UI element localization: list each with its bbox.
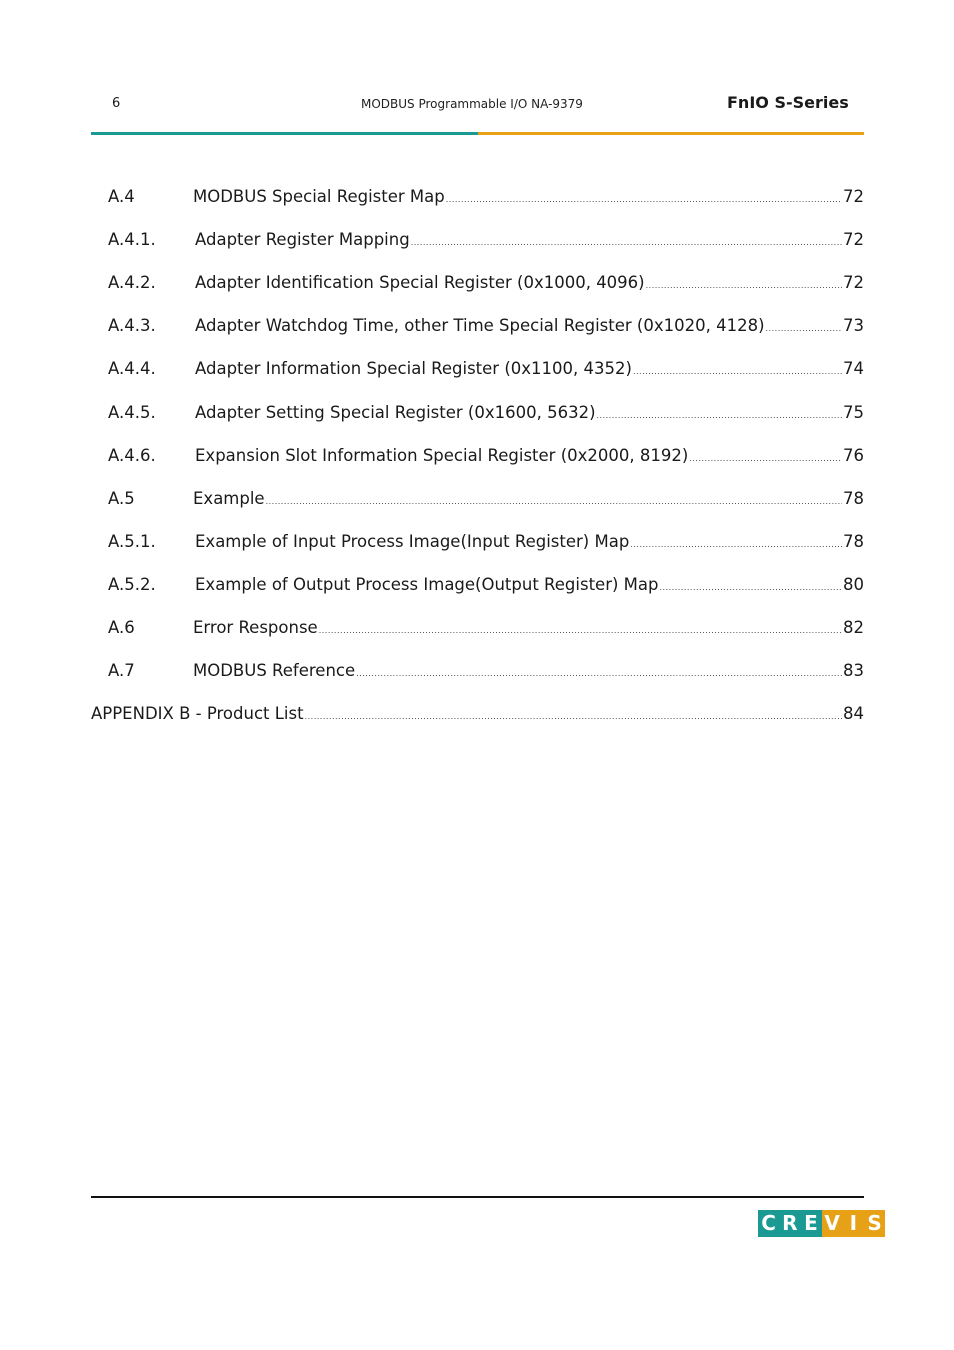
header-rule-teal <box>91 132 478 135</box>
toc-dot-leader <box>356 663 842 685</box>
toc-dot-leader <box>646 275 842 297</box>
page-header <box>0 0 954 140</box>
toc-entry-page: 72 <box>843 273 864 292</box>
logo-letter: R <box>779 1210 800 1237</box>
toc-entry-page: 73 <box>843 316 864 335</box>
toc-entry-number: A.4.6. <box>108 446 156 465</box>
toc-entry-page: 83 <box>843 661 864 680</box>
toc-entry-title: Adapter Information Special Register (0x1100, 4352) <box>195 359 632 378</box>
toc-entry-title: MODBUS Special Register Map <box>193 187 445 206</box>
toc-entry-number: A.5.2. <box>108 575 156 594</box>
toc-entry-title: Adapter Identification Special Register (0x1000, 4096) <box>195 273 645 292</box>
header-rule-orange <box>478 132 864 135</box>
document-title: MODBUS Programmable I/O NA-9379 <box>361 97 583 111</box>
toc-dot-leader <box>305 706 842 728</box>
toc-dot-leader <box>597 405 842 427</box>
toc-entry-title: MODBUS Reference <box>193 661 356 680</box>
toc-dot-leader <box>266 491 842 513</box>
toc-entry[interactable] <box>108 660 864 685</box>
toc-entry-page: 82 <box>843 618 864 637</box>
toc-entry[interactable] <box>91 703 864 728</box>
toc-entry[interactable] <box>108 272 864 297</box>
toc-entry-title: Error Response <box>193 618 318 637</box>
toc-dot-leader <box>319 620 842 642</box>
toc-dot-leader <box>630 534 842 556</box>
toc-entry-number: A.4.1. <box>108 230 156 249</box>
toc-entry[interactable] <box>108 574 864 599</box>
toc-entry-title: Expansion Slot Information Special Register (0x2000, 8192) <box>195 446 689 465</box>
toc-entry[interactable] <box>108 488 864 513</box>
toc-entry-number: A.4.3. <box>108 316 156 335</box>
toc-entry-page: 75 <box>843 403 864 422</box>
toc-entry-number: A.4.5. <box>108 403 156 422</box>
toc-entry[interactable] <box>108 358 864 383</box>
toc-entry-page: 72 <box>843 230 864 249</box>
toc-entry[interactable] <box>108 617 864 642</box>
toc-entry-number: A.7 <box>108 661 135 680</box>
toc-entry[interactable] <box>108 315 864 340</box>
footer-rule <box>91 1196 864 1198</box>
toc-entry-page: 74 <box>843 359 864 378</box>
toc-entry-title: Example of Input Process Image(Input Register) Map <box>195 532 630 551</box>
toc-entry[interactable] <box>108 445 864 470</box>
toc-entry[interactable] <box>108 186 864 211</box>
toc-dot-leader <box>659 577 842 599</box>
toc-entry-title: Example <box>193 489 265 508</box>
series-name: FnIO S-Series <box>727 93 849 112</box>
toc-entry-number: A.4 <box>108 187 135 206</box>
toc-entry-page: 78 <box>843 532 864 551</box>
toc-entry-title: Adapter Setting Special Register (0x1600, 5632) <box>195 403 596 422</box>
toc-entry-page: 76 <box>843 446 864 465</box>
logo-letter: E <box>800 1210 821 1237</box>
toc-entry-title: APPENDIX B - Product List <box>91 704 304 723</box>
toc-entry[interactable] <box>108 402 864 427</box>
toc-dot-leader <box>411 232 842 254</box>
toc-dot-leader <box>766 318 842 340</box>
toc-entry-number: A.4.4. <box>108 359 156 378</box>
toc-entry-number: A.6 <box>108 618 135 637</box>
toc-entry-number: A.5 <box>108 489 135 508</box>
toc-entry-number: A.4.2. <box>108 273 156 292</box>
toc-dot-leader <box>446 189 842 211</box>
toc-entry-title: Adapter Watchdog Time, other Time Special Register (0x1020, 4128) <box>195 316 765 335</box>
toc-entry-title: Adapter Register Mapping <box>195 230 410 249</box>
toc-dot-leader <box>633 361 842 383</box>
toc-entry-page: 78 <box>843 489 864 508</box>
toc-dot-leader <box>689 448 842 470</box>
toc-entry[interactable] <box>108 229 864 254</box>
toc-entry-page: 84 <box>843 704 864 723</box>
page-number: 6 <box>112 96 121 111</box>
logo-letter: V <box>822 1210 843 1237</box>
logo-letter: I <box>843 1210 864 1237</box>
crevis-logo <box>758 1210 885 1237</box>
toc-entry[interactable] <box>108 531 864 556</box>
toc-entry-page: 72 <box>843 187 864 206</box>
toc-entry-number: A.5.1. <box>108 532 156 551</box>
logo-letter: S <box>864 1210 885 1237</box>
toc-entry-page: 80 <box>843 575 864 594</box>
toc-entry-title: Example of Output Process Image(Output Register) Map <box>195 575 659 594</box>
logo-letter: C <box>758 1210 779 1237</box>
